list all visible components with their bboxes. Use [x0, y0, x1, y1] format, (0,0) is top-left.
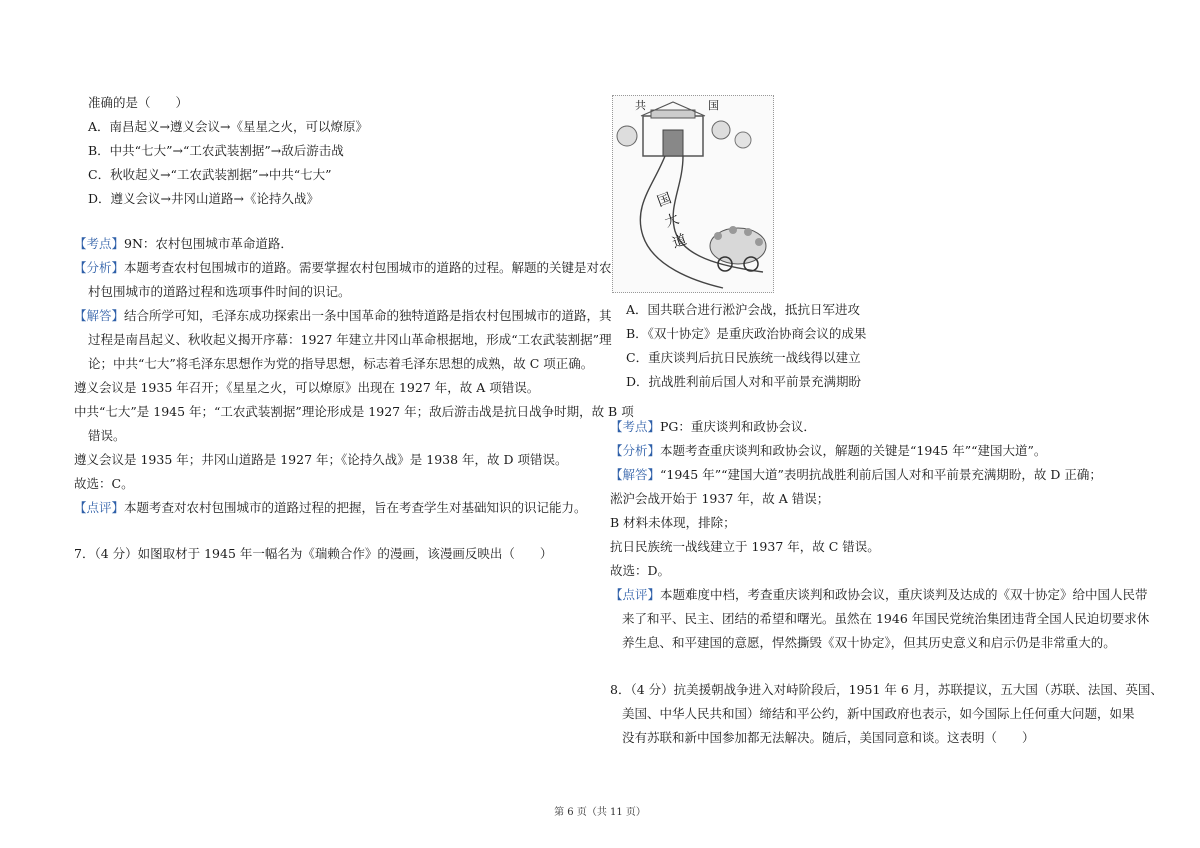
q7-option-a: A．国共联合进行淞沪会战，抵抗日军进攻 [626, 302, 861, 317]
body-line-3: 错误。 [88, 428, 126, 443]
jieda-text-1: 结合所学可知，毛泽东成功探索出一条中国革命的独特道路是指农村包围城市的道路，其 [124, 308, 612, 323]
fenxi-text-1: 本题考查农村包围城市的道路。需要掌握农村包围城市的道路的过程。解题的关键是对农 [124, 260, 612, 275]
fenxi-text-2: 村包围城市的道路过程和选项事件时间的识记。 [88, 284, 351, 299]
q6-option-b: B．中共“七大”→“工农武装割据”→敌后游击战 [88, 143, 344, 158]
kaodian-line [74, 236, 293, 252]
r-kaodian-text: PG：重庆谈判和政协会议． [660, 419, 816, 434]
jieda-text-2: 过程是南昌起义、秋收起义揭开序幕：1927 年建立井冈山革命根据地，形成“工农武装割据”理 [88, 332, 612, 347]
kaodian-tag: 【考点】 [74, 236, 125, 251]
cartoon-image [612, 95, 774, 293]
q6-option-c: C．秋收起义→“工农武装割据”→中共“七大” [88, 167, 332, 182]
r-jieda-text: “1945 年”“建国大道”表明抗战胜利前后国人对和平前景充满期盼，故 D 正确； [660, 467, 1102, 482]
q6-option-d: D．遵义会议→井冈山道路→《论持久战》 [88, 191, 319, 206]
q8-line-2: 美国、中华人民共和国）缔结和平公约，新中国政府也表示，如今国际上任何重大问题，如果 [622, 706, 1135, 721]
q8-line-3: 没有苏联和新中国参加都无法解决。随后，美国同意和谈。这表明（ ） [622, 730, 1035, 745]
r-fenxi-tag: 【分析】 [610, 443, 661, 458]
cartoon-label-left: 共 [635, 99, 646, 112]
r-body-line-3: 抗日民族统一战线建立于 1937 年，故 C 错误。 [610, 539, 880, 554]
body-line-2: 中共“七大”是 1945 年；“工农武装割据”理论形成是 1927 年；敌后游击战是抗日战争时期，故 B 项 [74, 404, 634, 419]
cartoon-road-text: 国大道 [655, 190, 689, 252]
r-body-line-2: B 材料未体现，排除； [610, 515, 736, 530]
r-kaodian-tag: 【考点】 [610, 419, 661, 434]
q7-stem: 7．（4 分）如图取材于 1945 年一幅名为《瑞赖合作》的漫画，该漫画反映出（ ） [74, 546, 553, 561]
q6-option-a: A．南昌起义→遵义会议→《星星之火，可以燎原》 [88, 119, 368, 134]
cartoon-label-right: 国 [708, 99, 719, 112]
r-jieda-tag: 【解答】 [610, 467, 661, 482]
q7-option-c: C．重庆谈判后抗日民族统一战线得以建立 [626, 350, 861, 365]
r-jieda-line [610, 467, 1102, 483]
fenxi-line-1 [74, 260, 612, 276]
jieda-tag: 【解答】 [74, 308, 125, 323]
q7-option-d: D．抗战胜利前后国人对和平前景充满期盼 [626, 374, 862, 389]
dianping-line [74, 500, 587, 516]
q6-stem-end: 准确的是（ ） [88, 95, 189, 110]
fenxi-tag: 【分析】 [74, 260, 125, 275]
body-line-5: 故选：C。 [74, 476, 134, 491]
r-body-line-4: 故选：D。 [610, 563, 671, 578]
body-line-4: 遵义会议是 1935 年；井冈山道路是 1927 年；《论持久战》是 1938 年，故 D 项错误。 [74, 452, 568, 467]
r-dianping-tag: 【点评】 [610, 587, 661, 602]
r-dianping-line-1 [610, 587, 1148, 603]
dianping-text: 本题考查对农村包围城市的道路过程的把握，旨在考查学生对基础知识的识记能力。 [124, 500, 587, 515]
r-kaodian-line [610, 419, 816, 435]
q7-option-b: B．《双十协定》是重庆政治协商会议的成果 [626, 326, 867, 341]
page-footer: 第 6 页（共 11 页） [554, 807, 646, 818]
kaodian-text: 9N：农村包围城市革命道路． [124, 236, 293, 251]
r-dianping-text-3: 养生息、和平建国的意愿，悍然撕毁《双十协定》，但其历史意义和启示仍是非常重大的。 [622, 635, 1116, 650]
dianping-tag: 【点评】 [74, 500, 125, 515]
jieda-text-3: 论；中共“七大”将毛泽东思想作为党的指导思想，标志着毛泽东思想的成熟，故 C 项正确。 [88, 356, 594, 371]
r-body-line-1: 淞沪会战开始于 1937 年，故 A 错误； [610, 491, 830, 506]
r-fenxi-text: 本题考查重庆谈判和政协会议，解题的关键是“1945 年”“建国大道”。 [660, 443, 1047, 458]
r-dianping-text-1: 本题难度中档，考查重庆谈判和政协会议，重庆谈判及达成的《双十协定》给中国人民带 [660, 587, 1148, 602]
body-line-1: 遵义会议是 1935 年召开；《星星之火，可以燎原》出现在 1927 年，故 A 项错误。 [74, 380, 540, 395]
jieda-line-1 [74, 308, 612, 324]
q8-line-1: 8．（4 分）抗美援朝战争进入对峙阶段后，1951 年 6 月，苏联提议，五大国（苏联、法国、英国、 [610, 682, 1163, 697]
r-dianping-text-2: 来了和平、民主、团结的希望和曙光。虽然在 1946 年国民党统治集团违背全国人民迫切要求休 [622, 611, 1150, 626]
r-fenxi-line [610, 443, 1046, 459]
cartoon-drawing [613, 96, 773, 292]
